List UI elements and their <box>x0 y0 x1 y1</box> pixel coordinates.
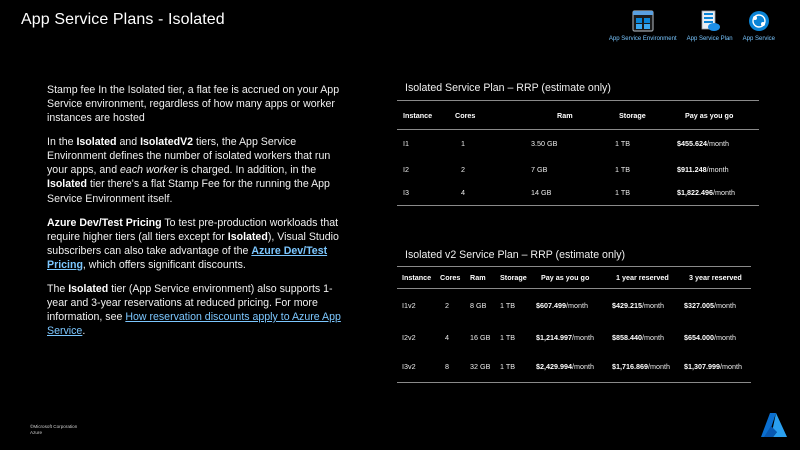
storage-cell: 1 TB <box>615 138 631 148</box>
table-header-row <box>397 103 759 129</box>
app-service-environment-icon <box>632 10 654 32</box>
three-year-cell: $327.005/month <box>684 300 736 310</box>
stamp-fee-paragraph: Stamp fee In the Isolated tier, a flat fee is accrued on your App Service environment, regardless of how many apps or worker instances are hosted <box>47 84 340 125</box>
ram-cell: 3.50 GB <box>531 138 558 148</box>
column-header: Ram <box>557 111 573 121</box>
ram-cell: 7 GB <box>531 164 548 174</box>
isolated-v2-plan-table <box>397 268 751 383</box>
payg-cell: $1,214.997/month <box>536 332 594 342</box>
column-header: Instance <box>402 273 432 283</box>
one-year-cell: $858.440/month <box>612 332 664 342</box>
instance-cell: I3 <box>403 188 409 198</box>
reservation-discounts-link[interactable]: How reservation discounts apply to Azure App Service <box>47 311 341 338</box>
one-year-cell: $1,716.869/month <box>612 362 670 372</box>
instance-cell: I1 <box>403 138 409 148</box>
isolated-plan-title: Isolated Service Plan – RRP (estimate only) <box>405 82 611 94</box>
table-row <box>397 352 751 382</box>
cores-cell: 2 <box>461 164 465 174</box>
isolated-tiers-paragraph: In the Isolated and IsolatedV2 tiers, the App Service Environment defines the number of isolated workers that run your apps, and each worker is charged. In addition, in the Isolated tier there's a flat Stamp Fee for the running the App Service Environment itself. <box>47 136 331 205</box>
ram-cell: 16 GB <box>470 332 491 342</box>
storage-cell: 1 TB <box>615 164 631 174</box>
instance-cell: I2 <box>403 164 409 174</box>
azure-logo-icon <box>760 412 788 438</box>
storage-cell: 1 TB <box>500 362 516 372</box>
isolated-plan-title-rule <box>397 100 759 101</box>
price-cell: $455.624/month <box>677 138 729 148</box>
price-cell: $1,822.496/month <box>677 188 735 198</box>
app-service[interactable] <box>743 10 775 42</box>
app-service-environment[interactable] <box>609 10 677 42</box>
table-row <box>397 288 751 322</box>
reservations-paragraph: The Isolated tier (App Service environment) also supports 1-year and 3-year reservations at reduced pricing. For more information, see How reservation discounts apply to Azure App Service. <box>47 282 341 338</box>
slide-title: App Service Plans - Isolated <box>21 11 225 28</box>
app-service-environment-label: App Service Environment <box>608 36 677 42</box>
service-icons-bar <box>599 10 775 42</box>
column-header: Ram <box>470 273 486 283</box>
ram-cell: 32 GB <box>470 362 491 372</box>
payg-cell: $607.499/month <box>536 300 588 310</box>
dev-test-pricing-link[interactable]: Azure Dev/Test Pricing <box>47 244 328 271</box>
cores-cell: 2 <box>445 300 449 310</box>
column-header: Storage <box>500 273 527 283</box>
table-header-row <box>397 268 751 288</box>
cores-cell: 8 <box>445 362 449 372</box>
table-row <box>397 157 759 181</box>
app-service-label: App Service <box>742 36 775 42</box>
column-header: 1 year reserved <box>616 273 669 283</box>
isolated-plan-table <box>397 103 759 206</box>
column-header: Instance <box>403 111 433 121</box>
column-header: Cores <box>455 111 476 121</box>
footer-brand-text: Azure <box>30 430 43 436</box>
column-header: Storage <box>619 111 646 121</box>
instance-cell: I1v2 <box>402 300 416 310</box>
three-year-cell: $1,307.999/month <box>684 362 742 372</box>
cores-cell: 4 <box>445 332 449 342</box>
column-header: Pay as you go <box>541 273 590 283</box>
dev-test-paragraph: Azure Dev/Test Pricing To test pre-production workloads that require higher tiers (all tiers except for Isolated), Visual Studio subscribers can also take advantage of the Azure Dev/Test Pricing, which offers significant discounts. <box>47 216 339 271</box>
storage-cell: 1 TB <box>500 300 516 310</box>
column-header: 3 year reserved <box>689 273 742 283</box>
app-service-plan-icon <box>699 10 721 32</box>
ram-cell: 14 GB <box>531 188 552 198</box>
one-year-cell: $429.215/month <box>612 300 664 310</box>
three-year-cell: $654.000/month <box>684 332 736 342</box>
isolated-v2-plan-title: Isolated v2 Service Plan – RRP (estimate only) <box>405 249 626 261</box>
cores-cell: 1 <box>461 138 465 148</box>
instance-cell: I3v2 <box>402 362 416 372</box>
payg-cell: $2,429.994/month <box>536 362 594 372</box>
cores-cell: 4 <box>461 188 465 198</box>
ram-cell: 8 GB <box>470 300 487 310</box>
app-service-plan[interactable] <box>687 10 733 42</box>
column-header: Cores <box>440 273 461 283</box>
instance-cell: I2v2 <box>402 332 416 342</box>
storage-cell: 1 TB <box>615 188 631 198</box>
table-row <box>397 181 759 205</box>
column-header: Pay as you go <box>685 111 734 121</box>
storage-cell: 1 TB <box>500 332 516 342</box>
isolated-v2-plan-title-rule <box>397 266 751 267</box>
price-cell: $911.248/month <box>677 164 729 174</box>
app-service-icon <box>748 10 770 32</box>
table-row <box>397 129 759 157</box>
footer <box>30 424 77 436</box>
copyright-text: ©Microsoft Corporation <box>30 424 78 429</box>
description-text <box>47 83 352 348</box>
app-service-plan-label: App Service Plan <box>686 36 733 42</box>
table-row <box>397 322 751 352</box>
